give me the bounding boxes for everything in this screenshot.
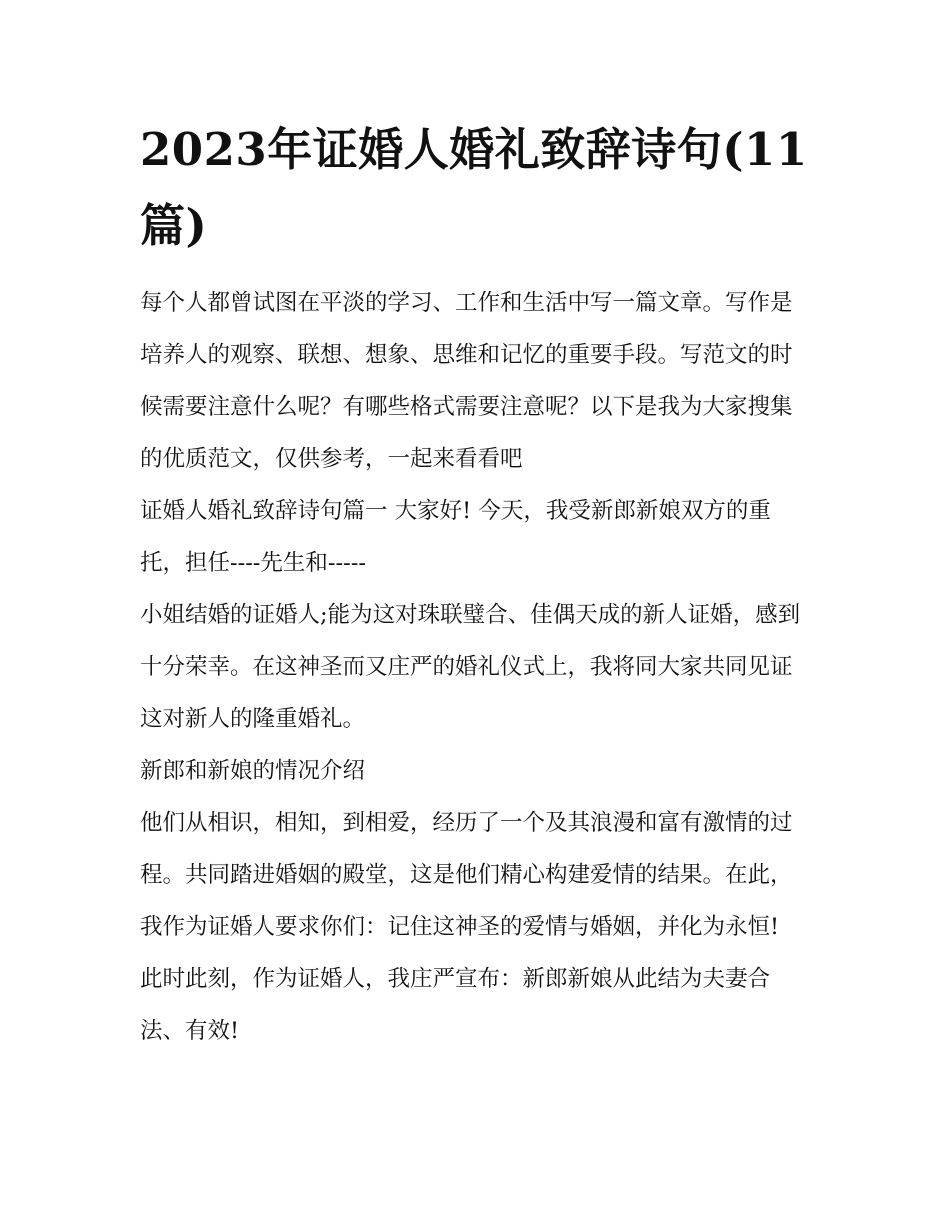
speech-paragraph: 此时此刻，作为证婚人，我庄严宣布：新郎新娘从此结为夫妻合法、有效!: [140, 966, 771, 1044]
document-page: [140, 112, 812, 1057]
document-title: 2023年证婚人婚礼致辞诗句(11篇): [140, 123, 808, 252]
section-heading: 新郎和新娘的情况介绍: [140, 758, 366, 784]
speech-paragraph: 他们从相识，相知，到相爱，经历了一个及其浪漫和富有激情的过程。共同踏进婚姻的殿堂，这是他们精心构建爱情的结果。在此，我作为证婚人要求你们：记住这神圣的爱情与婚姻，并化为永恒!: [140, 810, 793, 940]
speech-opening-paragraph: 证婚人婚礼致辞诗句篇一 大家好! 今天，我受新郎新娘双方的重托，担任----先生和-----: [140, 498, 771, 576]
speech-paragraph: 小姐结婚的证婚人;能为这对珠联璧合、佳偶天成的新人证婚，感到十分荣幸。在这神圣而又庄严的婚礼仪式上，我将同大家共同见证这对新人的隆重婚礼。: [140, 602, 801, 732]
intro-paragraph: 每个人都曾试图在平淡的学习、工作和生活中写一篇文章。写作是培养人的观察、联想、想象、思维和记忆的重要手段。写范文的时候需要注意什么呢？有哪些格式需要注意呢？以下是我为大家搜集的优质范文，仅供参考，一起来看看吧: [140, 290, 793, 472]
